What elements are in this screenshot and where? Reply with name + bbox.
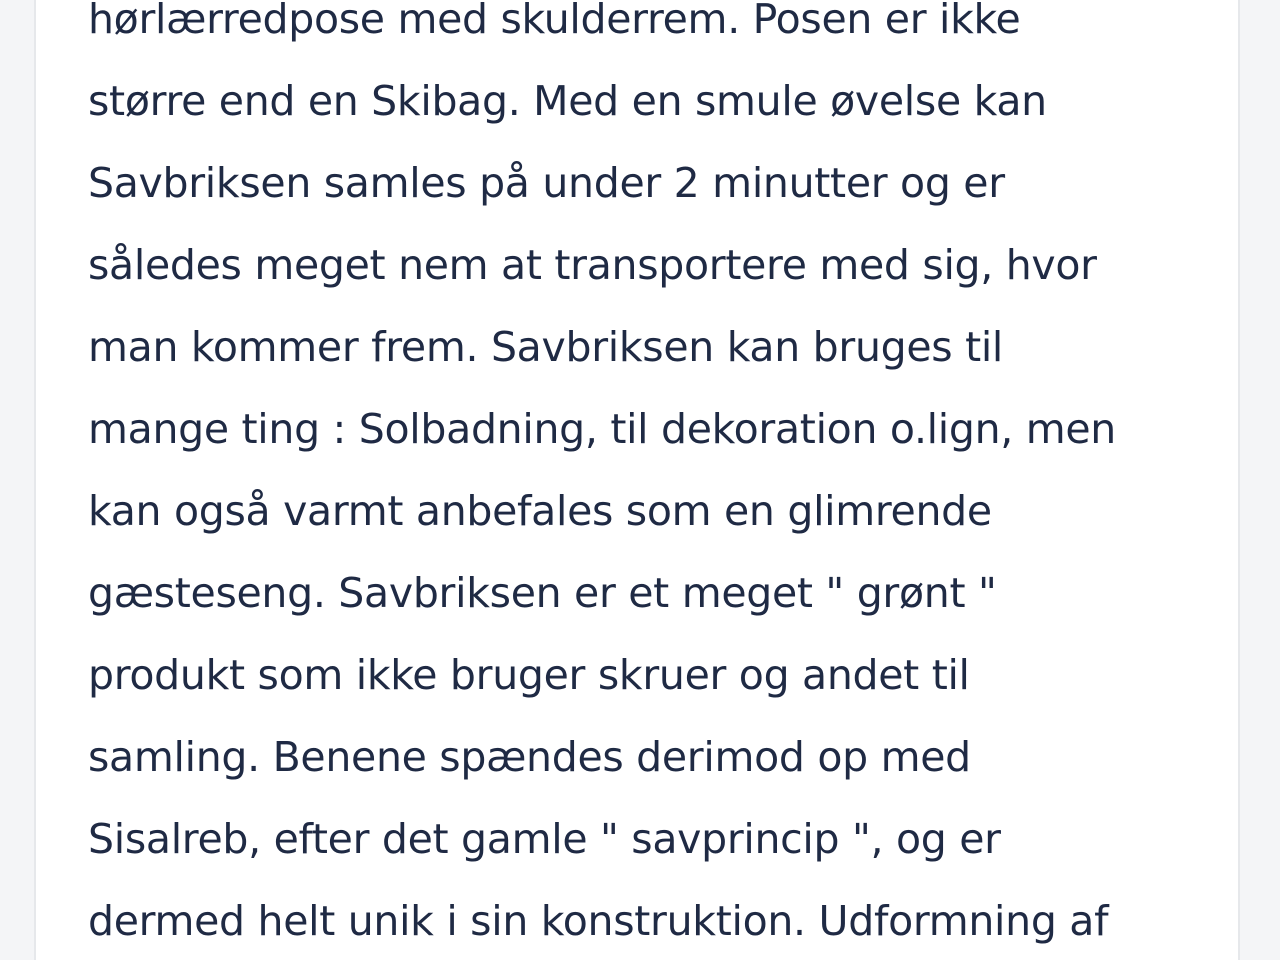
description-line: kan også varmt anbefales som en glimrende — [88, 487, 992, 535]
description-line: således meget nem at transportere med sig, hvor — [88, 241, 1097, 289]
description-line: hørlærredpose med skulderrem. Posen er ikke — [88, 0, 1021, 43]
description-line: man kommer frem. Savbriksen kan bruges til — [88, 323, 1004, 371]
description-line: dermed helt unik i sin konstruktion. Udformning af — [88, 897, 1109, 945]
description-line: produkt som ikke bruger skruer og andet til — [88, 651, 970, 699]
description-line: Savbriksen samles på under 2 minutter og er — [88, 159, 1005, 207]
description-line: større end en Skibag. Med en smule øvelse kan — [88, 77, 1047, 125]
product-description — [88, 0, 1198, 960]
description-line: samling. Benene spændes derimod op med — [88, 733, 971, 781]
description-line: Sisalreb, efter det gamle " savprincip ", og er — [88, 815, 1001, 863]
description-line: mange ting : Solbadning, til dekoration o.lign, men — [88, 405, 1116, 453]
description-line: gæsteseng. Savbriksen er et meget " grønt " — [88, 569, 997, 617]
